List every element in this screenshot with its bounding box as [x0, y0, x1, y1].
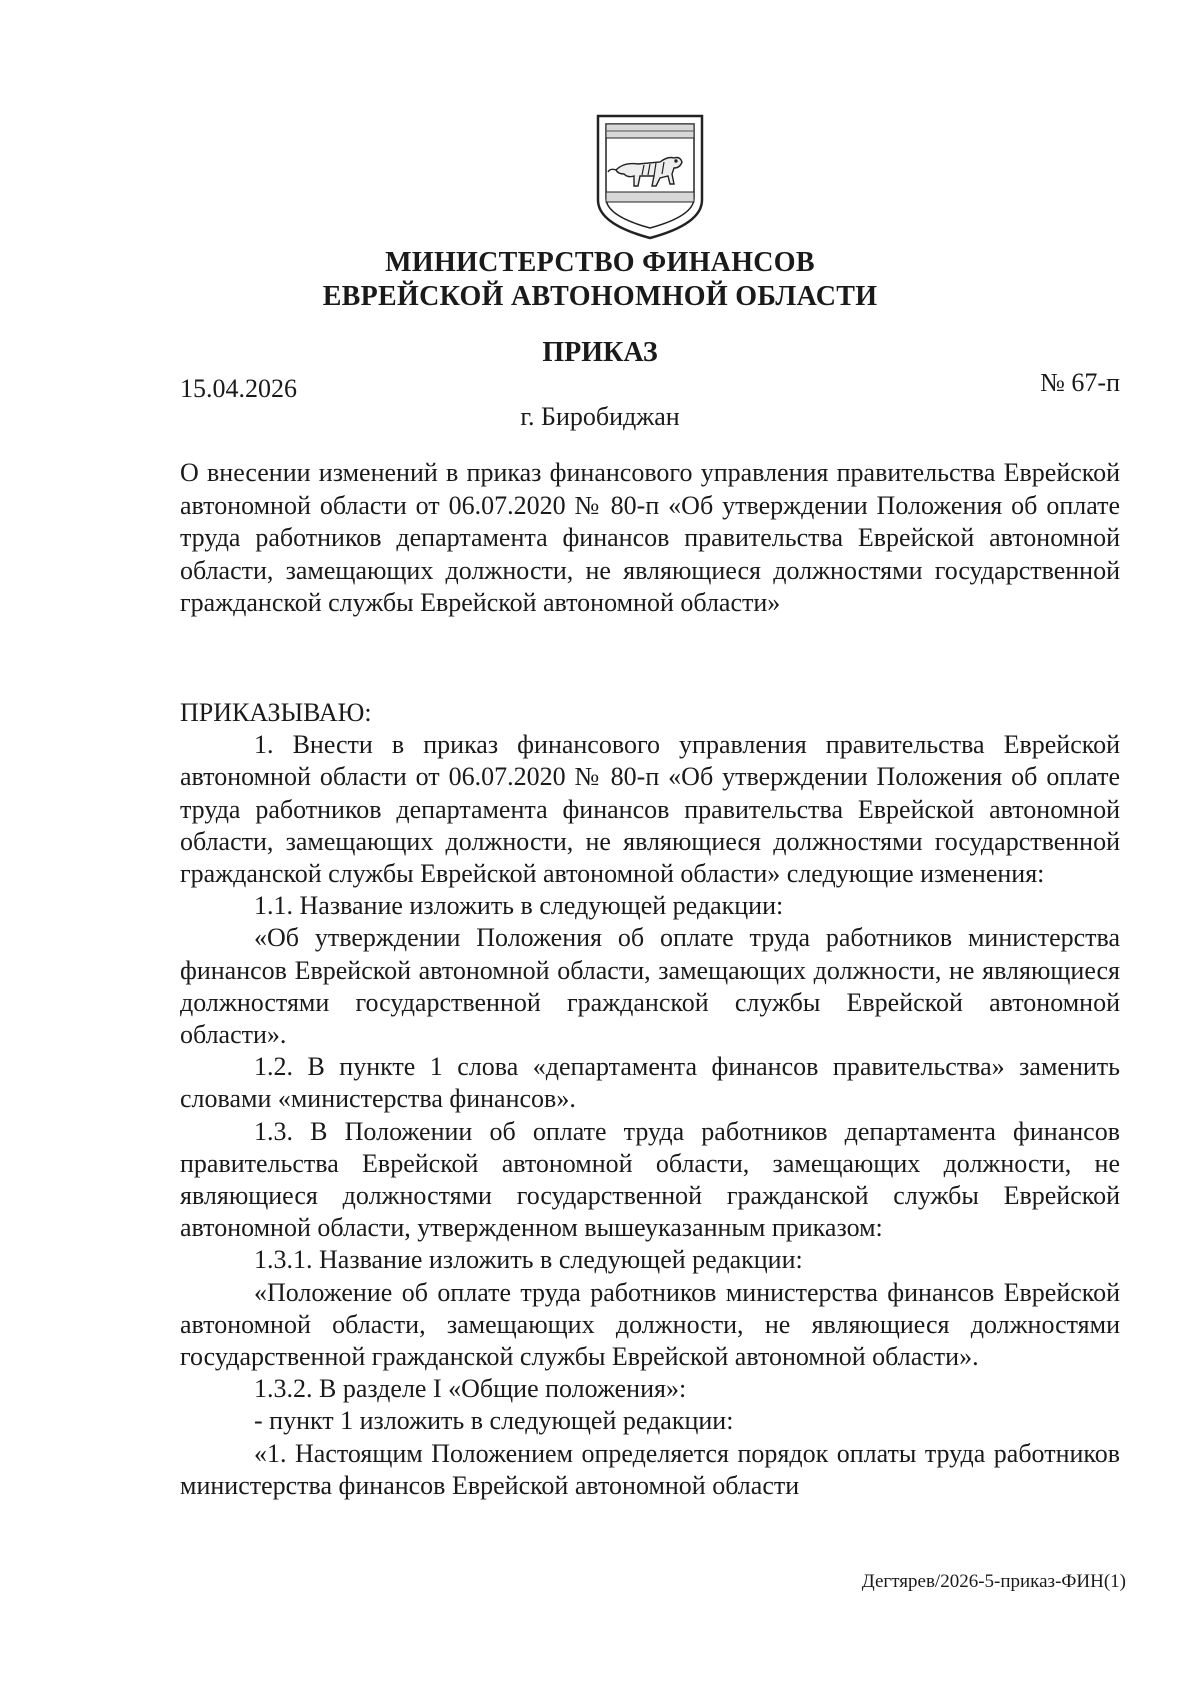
decree-word: ПРИКАЗЫВАЮ:: [180, 698, 372, 727]
paragraph-1-3-2-item: - пункт 1 изложить в следующей редакции:: [254, 1406, 734, 1436]
paragraph-1-2: 1.2. В пункте 1 слова «департамента финансов правительства» заменить словами «министерства финансов».: [180, 1052, 1120, 1114]
paragraph-1-3-2: 1.3.2. В разделе I «Общие положения»:: [254, 1374, 687, 1404]
document-city: г. Биробиджан: [520, 402, 680, 431]
paragraph-1-1-text: «Об утверждении Положения об оплате труда работников министерства финансов Еврейской автономной области, замещающих должности, не являющиеся должностями государственной гражданской службы Еврейской автономной области».: [180, 923, 1120, 1050]
document-subject: О внесении изменений в приказ финансового управления правительства Еврейской автономной области от 06.07.2020 № 80-п «Об утверждении Положения об оплате труда работников департамента финансов правительства Еврейской автономной области, замещающих должности, не являющиеся должностями государственной гражданской службы Еврейской автономной области»: [180, 458, 1120, 617]
paragraph-1-3-1: 1.3.1. Название изложить в следующей редакции:: [254, 1245, 803, 1275]
organization-name-line1: МИНИСТЕРСТВО ФИНАНСОВ: [385, 247, 815, 278]
document-type: ПРИКАЗ: [542, 337, 658, 368]
paragraph-1-3: 1.3. В Положении об оплате труда работников департамента финансов правительства Еврейской автономной области, замещающих должности, не являющиеся должностями государственной гражданской службы Еврейской автономной области, утвержденном вышеуказанным приказом:: [180, 1116, 1120, 1243]
document-number: № 67-п: [1040, 368, 1120, 397]
document-code: Дегтярев/2026-5-приказ-ФИН(1): [861, 1571, 1126, 1592]
paragraph-1-3-1-text: «Положение об оплате труда работников министерства финансов Еврейской автономной области, замещающих должности, не являющиеся должностями государственной гражданской службы Еврейской автономной области».: [180, 1277, 1120, 1372]
paragraph-1: 1. Внести в приказ финансового управления правительства Еврейской автономной области от 06.07.2020 № 80-п «Об утверждении Положения об оплате труда работников департамента финансов правительства Еврейской автономной области, замещающих должности, не являющиеся должностями государственной гражданской службы Еврейской автономной области» следующие изменения:: [180, 730, 1120, 889]
paragraph-1-1: 1.1. Название изложить в следующей редакции:: [254, 891, 784, 921]
paragraph-1-3-2-text: «1. Настоящим Положением определяется порядок оплаты труда работников министерства финансов Еврейской автономной области: [180, 1438, 1120, 1500]
document-date: 15.04.2026: [180, 374, 297, 403]
order-body: [180, 697, 1120, 1502]
coat-of-arms-emblem: [594, 112, 706, 242]
organization-name-line2: ЕВРЕЙСКОЙ АВТОНОМНОЙ ОБЛАСТИ: [322, 281, 878, 312]
